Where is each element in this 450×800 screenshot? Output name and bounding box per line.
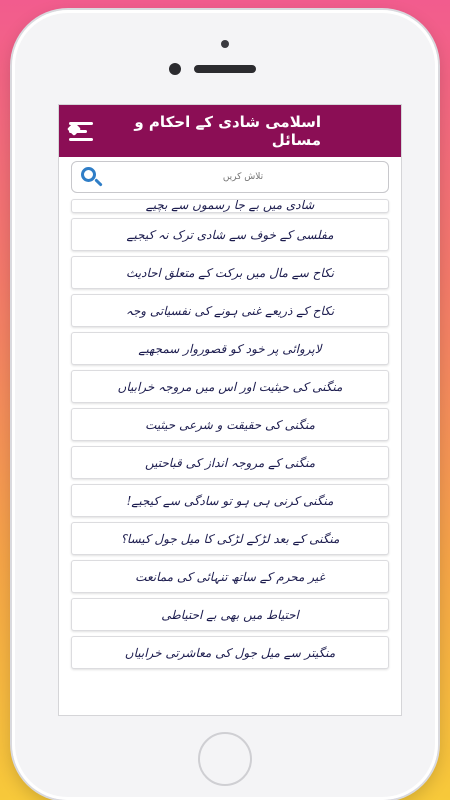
search-box bbox=[71, 161, 389, 193]
phone-sensor bbox=[221, 40, 229, 48]
search-bar bbox=[59, 157, 401, 199]
menu-icon[interactable] bbox=[69, 119, 103, 143]
home-button[interactable] bbox=[198, 732, 252, 786]
list-item[interactable]: نکاح کے ذریعے غنی ہونے کی نفسیاتی وجہ bbox=[71, 294, 389, 327]
phone-camera bbox=[169, 63, 181, 75]
phone-frame bbox=[12, 10, 438, 800]
list-item[interactable]: منگنی کرنی ہی ہو تو سادگی سے کیجیے! bbox=[71, 484, 389, 517]
phone-speaker bbox=[194, 65, 256, 73]
list-item[interactable]: منگنی کی حقیقت و شرعی حیثیت bbox=[71, 408, 389, 441]
list-item[interactable]: منگنی کی حیثیت اور اس میں مروجہ خرابیاں bbox=[71, 370, 389, 403]
app-screen bbox=[58, 104, 402, 716]
list-item[interactable]: شادی میں بے جا رسموں سے بچیے bbox=[71, 199, 389, 213]
list-item[interactable]: منگنی کے بعد لڑکے لڑکی کا میل جول کیسا؟ bbox=[71, 522, 389, 555]
topic-list bbox=[59, 199, 401, 669]
list-item[interactable]: مفلسی کے خوف سے شادی ترک نہ کیجیے bbox=[71, 218, 389, 251]
app-bar bbox=[59, 105, 401, 157]
list-item[interactable]: احتیاط میں بھی بے احتیاطی bbox=[71, 598, 389, 631]
app-title: اسلامی شادی کے احکام و مسائل bbox=[134, 113, 321, 149]
list-item[interactable]: لاپروائی پر خود کو قصوروار سمجھیے bbox=[71, 332, 389, 365]
list-item[interactable]: منگنی کے مروجہ انداز کی قباحتیں bbox=[71, 446, 389, 479]
list-item[interactable]: غیر محرم کے ساتھ تنہائی کی ممانعت bbox=[71, 560, 389, 593]
list-item[interactable]: نکاح سے مال میں برکت کے متعلق احادیث bbox=[71, 256, 389, 289]
list-item[interactable]: منگیتر سے میل جول کی معاشرتی خرابیاں bbox=[71, 636, 389, 669]
search-input[interactable] bbox=[104, 172, 382, 182]
search-icon[interactable] bbox=[78, 164, 104, 190]
